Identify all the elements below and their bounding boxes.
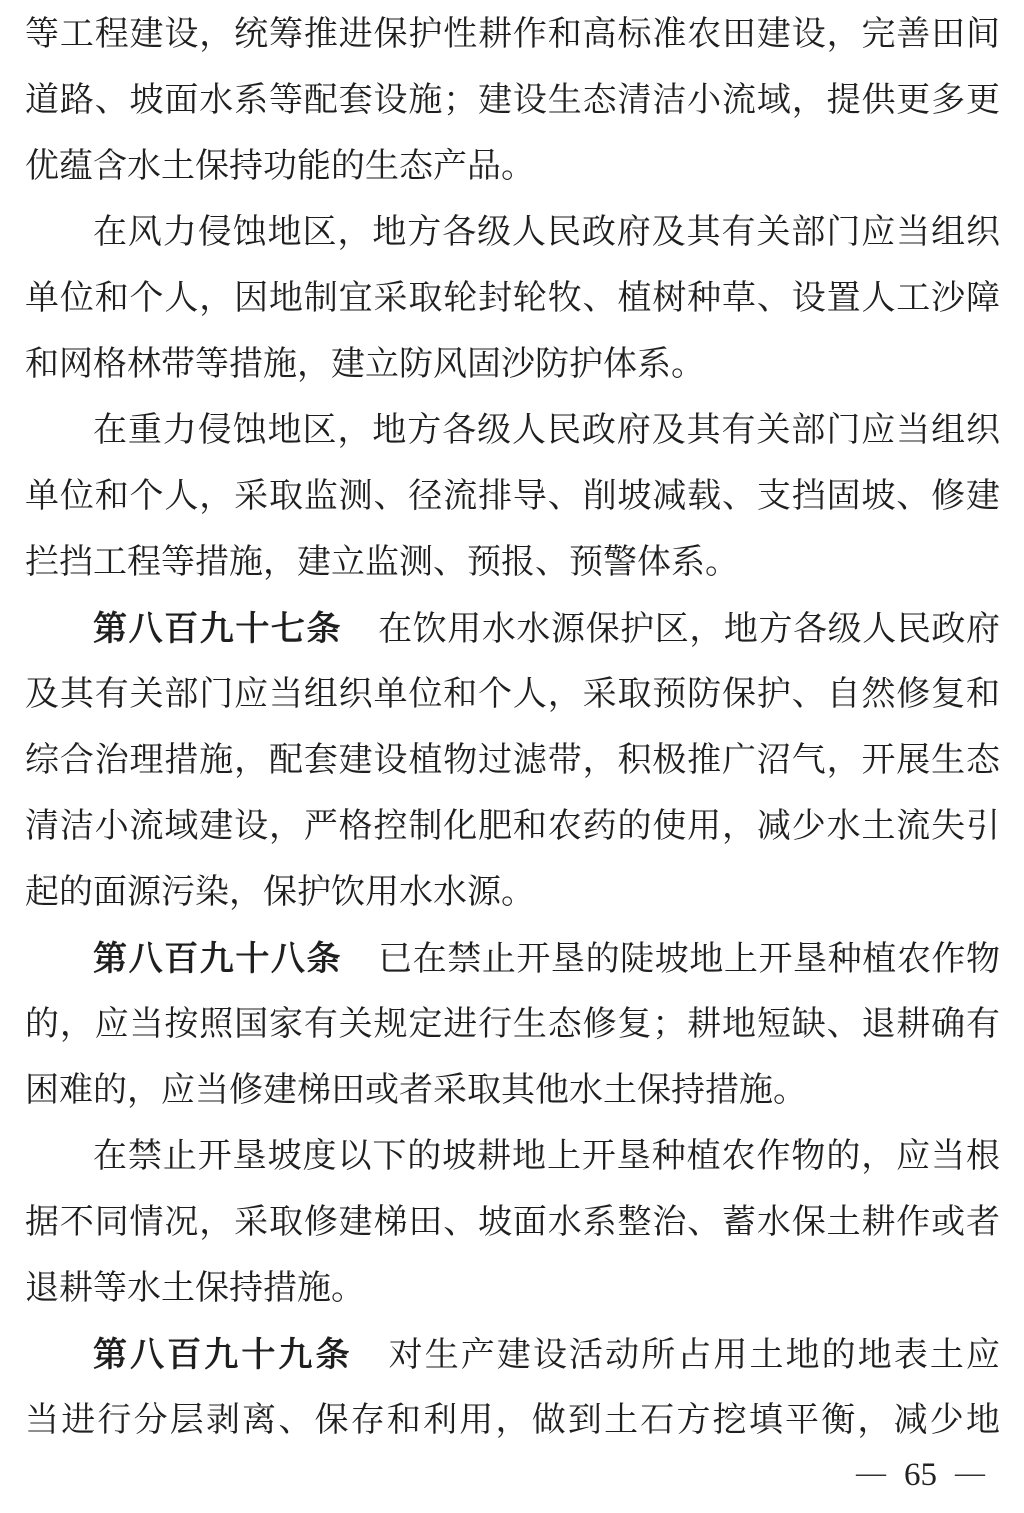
text-line: 单位和个人，因地制宜采取轮封轮牧、植树种草、设置人工沙障: [25, 280, 1000, 317]
article-text: 对生产建设活动所占用土地的地表土应: [388, 1337, 1000, 1374]
text-line: 综合治理措施，配套建设植物过滤带，积极推广沼气，开展生态: [25, 742, 1000, 779]
text-line: 优蕴含水土保持功能的生态产品。: [25, 148, 535, 185]
footer-left-dash: —: [856, 1456, 886, 1489]
text-line: 在重力侵蚀地区，地方各级人民政府及其有关部门应当组织: [93, 412, 1000, 449]
footer-right-dash: —: [955, 1456, 985, 1489]
article-number: 第八百九十九条: [93, 1336, 353, 1374]
text-line: 道路、坡面水系等配套设施；建设生态清洁小流域，提供更多更: [25, 82, 1000, 119]
text-line: 退耕等水土保持措施。: [25, 1270, 365, 1307]
page-number: 65: [904, 1457, 937, 1493]
text-line: 和网格林带等措施，建立防风固沙防护体系。: [25, 346, 705, 383]
text-line-article-start: [25, 1322, 1000, 1388]
text-line: 困难的，应当修建梯田或者采取其他水土保持措施。: [25, 1072, 807, 1109]
text-line: 及其有关部门应当组织单位和个人，采取预防保护、自然修复和: [25, 676, 1000, 713]
text-line: 在禁止开垦坡度以下的坡耕地上开垦种植农作物的，应当根: [93, 1138, 1000, 1175]
text-line: 当进行分层剥离、保存和利用，做到土石方挖填平衡，减少地: [25, 1402, 1000, 1439]
text-line-article-start: [25, 926, 1000, 992]
text-line-article-start: [25, 596, 1000, 662]
text-line: 据不同情况，采取修建梯田、坡面水系整治、蓄水保土耕作或者: [25, 1204, 1000, 1241]
text-line: 的，应当按照国家有关规定进行生态修复；耕地短缺、退耕确有: [25, 1006, 1000, 1043]
text-line: 单位和个人，采取监测、径流排导、削坡减载、支挡固坡、修建: [25, 478, 1000, 515]
text-line: 等工程建设，统筹推进保护性耕作和高标准农田建设，完善田间: [25, 16, 1000, 53]
article-text: 已在禁止开垦的陡坡地上开垦种植农作物: [378, 941, 1001, 978]
article-number: 第八百九十七条: [93, 610, 343, 648]
article-text: 在饮用水水源保护区，地方各级人民政府: [378, 611, 1001, 648]
page-footer: [856, 1455, 985, 1496]
text-line: 在风力侵蚀地区，地方各级人民政府及其有关部门应当组织: [93, 214, 1000, 251]
text-line: 拦挡工程等措施，建立监测、预报、预警体系。: [25, 544, 739, 581]
text-line: 清洁小流域建设，严格控制化肥和农药的使用，减少水土流失引: [25, 808, 1000, 845]
text-line: 起的面源污染，保护饮用水水源。: [25, 874, 535, 911]
article-number: 第八百九十八条: [93, 940, 343, 978]
